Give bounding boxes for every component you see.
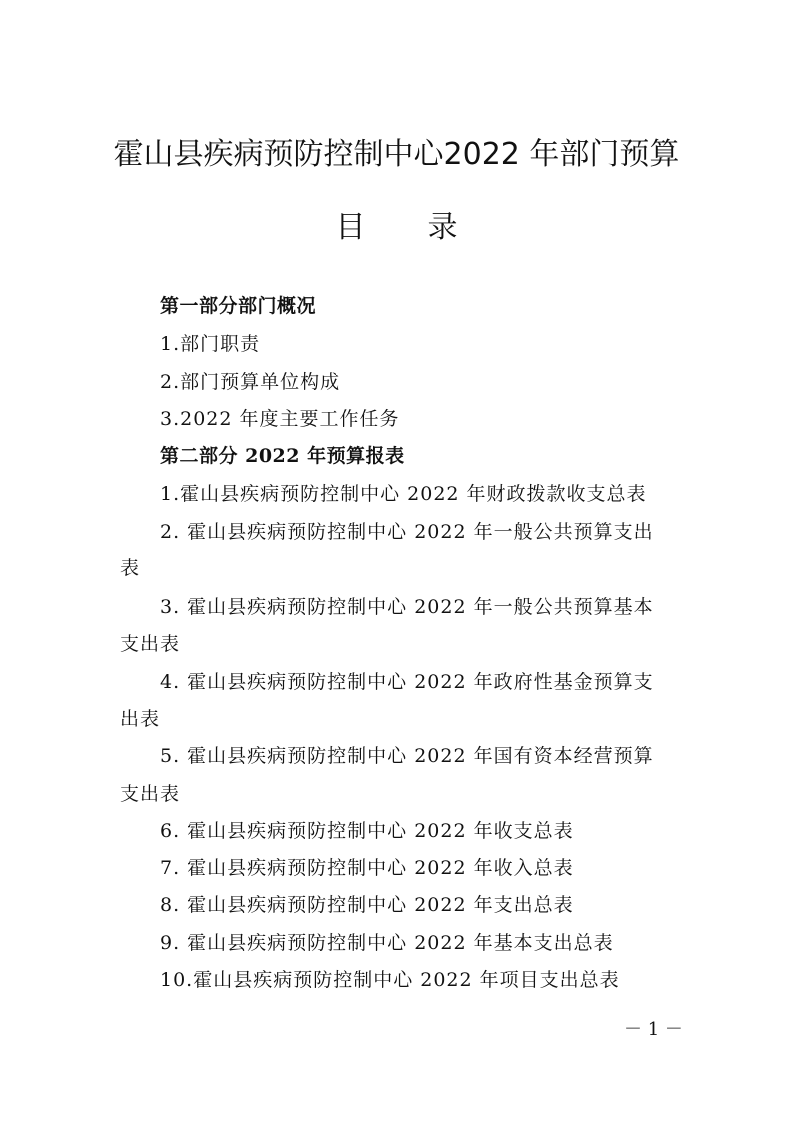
toc-item: 3. 霍山县疾病预防控制中心 2022 年一般公共预算基本 [160, 596, 654, 618]
toc-item: 2.部门预算单位构成 [160, 371, 341, 393]
toc-item-continued: 表 [120, 557, 141, 579]
toc-item-continued: 出表 [120, 708, 161, 730]
toc-item-continued: 支出表 [120, 633, 181, 655]
page-number: － 1 － [624, 1019, 683, 1040]
toc-item: 9. 霍山县疾病预防控制中心 2022 年基本支出总表 [160, 932, 614, 954]
toc-item: 1.部门职责 [160, 333, 261, 355]
toc-part1-heading: 第一部分部门概况 [160, 295, 317, 317]
toc-item: 2. 霍山县疾病预防控制中心 2022 年一般公共预算支出 [160, 521, 654, 543]
toc-item: 6. 霍山县疾病预防控制中心 2022 年收支总表 [160, 820, 574, 842]
toc-item: 4. 霍山县疾病预防控制中心 2022 年政府性基金预算支 [160, 671, 654, 693]
toc-item: 5. 霍山县疾病预防控制中心 2022 年国有资本经营预算 [160, 745, 654, 767]
toc-item: 10.霍山县疾病预防控制中心 2022 年项目支出总表 [160, 969, 620, 991]
toc-heading: 目录 [335, 210, 520, 245]
toc-item-continued: 支出表 [120, 783, 181, 805]
toc-item: 7. 霍山县疾病预防控制中心 2022 年收入总表 [160, 857, 574, 879]
toc-item: 3.2022 年度主要工作任务 [160, 408, 400, 430]
document-title: 霍山县疾病预防控制中心2022 年部门预算 [113, 137, 680, 172]
toc-item: 8. 霍山县疾病预防控制中心 2022 年支出总表 [160, 894, 574, 916]
toc-part2-heading: 第二部分 2022 年预算报表 [160, 445, 405, 467]
toc-item: 1.霍山县疾病预防控制中心 2022 年财政拨款收支总表 [160, 483, 647, 505]
